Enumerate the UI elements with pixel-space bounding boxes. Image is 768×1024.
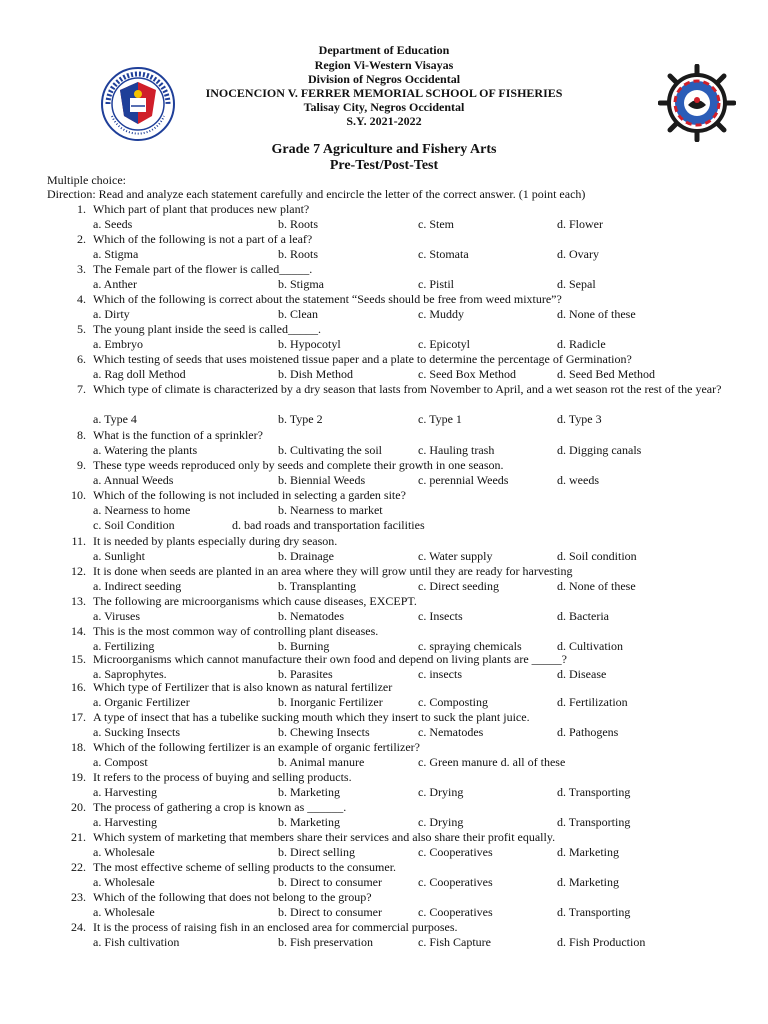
answer-option[interactable]: c. Epicotyl bbox=[418, 337, 470, 351]
answer-option[interactable]: a. Wholesale bbox=[93, 875, 155, 889]
answer-option[interactable]: d. Disease bbox=[557, 667, 607, 681]
header-line-division: Division of Negros Occidental bbox=[307, 72, 461, 86]
question-number: 21. bbox=[71, 830, 86, 844]
question-text: Which of the following fertilizer is an example of organic fertilizer? bbox=[93, 740, 420, 754]
answer-option[interactable]: d. None of these bbox=[557, 307, 636, 321]
question-text: Which of the following is correct about the statement “Seeds should be free from weed mixture”? bbox=[93, 292, 562, 306]
question-number: 2. bbox=[77, 232, 86, 246]
answer-option[interactable]: a. Wholesale bbox=[93, 845, 155, 859]
answer-option[interactable]: a. Fertilizing bbox=[93, 639, 155, 653]
question-number: 20. bbox=[71, 800, 86, 814]
question-number: 6. bbox=[77, 352, 86, 366]
answer-option[interactable]: d. Pathogens bbox=[557, 725, 619, 739]
question-number: 24. bbox=[71, 920, 86, 934]
question-text: Which type of Fertilizer that is also known as natural fertilizer bbox=[93, 680, 393, 694]
answer-option[interactable]: c. Drying bbox=[418, 815, 464, 829]
question-number: 3. bbox=[77, 262, 86, 276]
answer-option[interactable]: d. Fertilization bbox=[557, 695, 628, 709]
question-number: 4. bbox=[77, 292, 86, 306]
question-number: 9. bbox=[77, 458, 86, 472]
question-text: This is the most common way of controlling plant diseases. bbox=[93, 624, 379, 638]
answer-option[interactable]: b. Biennial Weeds bbox=[278, 473, 366, 487]
question-text: The most effective scheme of selling products to the consumer. bbox=[93, 860, 397, 874]
question-text: Which of the following is not a part of a leaf? bbox=[93, 232, 313, 246]
answer-option[interactable]: b. Nematodes bbox=[278, 609, 344, 623]
test-title: Grade 7 Agriculture and Fishery Arts bbox=[271, 142, 497, 157]
answer-option[interactable]: a. Wholesale bbox=[93, 905, 155, 919]
answer-option[interactable]: d. Transporting bbox=[557, 785, 631, 799]
answer-option[interactable]: c. Cooperatives bbox=[418, 845, 493, 859]
answer-option[interactable]: b. Clean bbox=[278, 307, 318, 321]
question-number: 13. bbox=[71, 594, 86, 608]
question-number: 16. bbox=[71, 680, 86, 694]
answer-option[interactable]: d. Transporting bbox=[557, 815, 631, 829]
answer-option[interactable]: b. Animal manure bbox=[278, 755, 365, 769]
answer-option[interactable]: a. Nearness to home bbox=[93, 503, 191, 517]
answer-option[interactable]: a. Viruses bbox=[93, 609, 141, 623]
answer-option[interactable]: b. Roots bbox=[278, 247, 319, 261]
answer-option[interactable]: c. Composting bbox=[418, 695, 489, 709]
test-subtitle: Pre-Test/Post-Test bbox=[329, 158, 439, 173]
answer-option[interactable]: c. Type 1 bbox=[418, 412, 462, 426]
answer-option[interactable]: b. Chewing Insects bbox=[278, 725, 370, 739]
question-text: The process of gathering a crop is known as ______. bbox=[93, 800, 347, 814]
question-number: 14. bbox=[71, 624, 86, 638]
answer-option[interactable]: a. Annual Weeds bbox=[93, 473, 174, 487]
answer-option[interactable]: b. Burning bbox=[278, 639, 330, 653]
question-text: It refers to the process of buying and selling products. bbox=[93, 770, 352, 784]
answer-option[interactable]: c. Direct seeding bbox=[418, 579, 499, 593]
answer-option[interactable]: b. Roots bbox=[278, 217, 319, 231]
question-number: 23. bbox=[71, 890, 86, 904]
answer-option[interactable]: b. Inorganic Fertilizer bbox=[278, 695, 383, 709]
answer-option[interactable]: d. Fish Production bbox=[557, 935, 646, 949]
question-number: 8. bbox=[77, 428, 86, 442]
answer-option[interactable]: b. Direct to consumer bbox=[278, 875, 382, 889]
question-number: 5. bbox=[77, 322, 86, 336]
answer-option[interactable]: c. Pistil bbox=[418, 277, 455, 291]
question-text: Which of the following that does not belong to the group? bbox=[93, 890, 372, 904]
question-number: 15. bbox=[71, 652, 86, 666]
answer-option[interactable]: a. Stigma bbox=[93, 247, 139, 261]
answer-option[interactable]: a. Type 4 bbox=[93, 412, 137, 426]
answer-option[interactable]: c. perennial Weeds bbox=[418, 473, 509, 487]
answer-option[interactable]: b. Type 2 bbox=[278, 412, 323, 426]
answer-option[interactable]: a. Indirect seeding bbox=[93, 579, 182, 593]
question-text: Which of the following is not included in selecting a garden site? bbox=[93, 488, 406, 502]
answer-option[interactable]: d. Radicle bbox=[557, 337, 606, 351]
question-number: 22. bbox=[71, 860, 86, 874]
answer-option[interactable]: a. Compost bbox=[93, 755, 148, 769]
answer-option[interactable]: c. Soil Condition bbox=[93, 518, 175, 532]
answer-option[interactable]: d. Bacteria bbox=[557, 609, 609, 623]
question-text: A type of insect that has a tubelike sucking mouth which they insert to suck the plant juice. bbox=[93, 710, 530, 724]
question-number: 7. bbox=[77, 382, 86, 396]
answer-option[interactable]: a. Embryo bbox=[93, 337, 143, 351]
answer-option[interactable]: d. Ovary bbox=[557, 247, 599, 261]
answer-option[interactable]: d. Marketing bbox=[557, 845, 619, 859]
question-number: 12. bbox=[71, 564, 86, 578]
answer-option[interactable]: d. Cultivation bbox=[557, 639, 623, 653]
answer-option[interactable]: c. spraying chemicals bbox=[418, 639, 522, 653]
answer-option[interactable]: c. Drying bbox=[418, 785, 464, 799]
answer-option[interactable]: d. Transporting bbox=[557, 905, 631, 919]
answer-option[interactable]: a. Harvesting bbox=[93, 785, 157, 799]
question-text: Which part of plant that produces new plant? bbox=[93, 202, 310, 216]
question-number: 19. bbox=[71, 770, 86, 784]
answer-option[interactable]: b. Direct selling bbox=[278, 845, 355, 859]
answer-option[interactable]: b. Nearness to market bbox=[278, 503, 383, 517]
answer-option[interactable]: a. Sucking Insects bbox=[93, 725, 180, 739]
answer-option[interactable]: c. Cooperatives bbox=[418, 905, 493, 919]
answer-option[interactable]: c. Muddy bbox=[418, 307, 464, 321]
answer-option[interactable]: c. Seed Box Method bbox=[418, 367, 516, 381]
answer-option[interactable]: d. Type 3 bbox=[557, 412, 602, 426]
question-text: Microorganisms which cannot manufacture their own food and depend on living plants are _____? bbox=[93, 652, 567, 666]
answer-option[interactable]: c. Insects bbox=[418, 609, 463, 623]
answer-option[interactable]: c. insects bbox=[418, 667, 462, 681]
answer-option[interactable]: b. Stigma bbox=[278, 277, 325, 291]
header-line-region: Region Vi-Western Visayas bbox=[314, 58, 454, 72]
answer-option[interactable]: b. Parasites bbox=[278, 667, 333, 681]
answer-option[interactable]: d. Flower bbox=[557, 217, 603, 231]
answer-option[interactable]: d. Marketing bbox=[557, 875, 619, 889]
answer-option[interactable]: a. Organic Fertilizer bbox=[93, 695, 190, 709]
answer-option[interactable]: d. bad roads and transportation facilities bbox=[232, 518, 425, 532]
answer-option[interactable]: b. Direct to consumer bbox=[278, 905, 382, 919]
answer-option[interactable]: a. Anther bbox=[93, 277, 137, 291]
answer-option[interactable]: c. Cooperatives bbox=[418, 875, 493, 889]
answer-option[interactable]: b. Marketing bbox=[278, 815, 340, 829]
answer-option[interactable]: c. Fish Capture bbox=[418, 935, 491, 949]
question-number: 18. bbox=[71, 740, 86, 754]
answer-option[interactable]: c. Nematodes bbox=[418, 725, 484, 739]
answer-option[interactable]: b. Cultivating the soil bbox=[278, 443, 382, 457]
answer-option[interactable]: d. Soil condition bbox=[557, 549, 637, 563]
answer-option[interactable]: b. Drainage bbox=[278, 549, 334, 563]
question-text: It is done when seeds are planted in an area where they will grow until they are ready for harvesting bbox=[93, 564, 573, 578]
answer-option[interactable]: b. Transplanting bbox=[278, 579, 357, 593]
header-line-school: INOCENCION V. FERRER MEMORIAL SCHOOL OF FISHERIES bbox=[205, 86, 563, 100]
question-text: Which system of marketing that members share their services and also share their profit equally. bbox=[93, 830, 556, 844]
answer-option[interactable]: a. Seeds bbox=[93, 217, 133, 231]
directions: Direction: Read and analyze each statement carefully and encircle the letter of the correct answer. (1 point each) bbox=[47, 187, 586, 201]
section-label: Multiple choice: bbox=[47, 173, 126, 187]
answer-option[interactable]: b. Dish Method bbox=[278, 367, 353, 381]
answer-option[interactable]: c. Hauling trash bbox=[418, 443, 495, 457]
question-number: 1. bbox=[77, 202, 86, 216]
header-line-school-year: S.Y. 2021-2022 bbox=[346, 114, 422, 128]
question-text: The Female part of the flower is called_____. bbox=[93, 262, 313, 276]
question-number: 10. bbox=[71, 488, 86, 502]
answer-option[interactable]: d. Seed Bed Method bbox=[557, 367, 655, 381]
question-text: The following are microorganisms which cause diseases, EXCEPT. bbox=[93, 594, 417, 608]
answer-option[interactable]: a. Watering the plants bbox=[93, 443, 198, 457]
answer-option[interactable]: c. Stem bbox=[418, 217, 454, 231]
question-text: It is the process of raising fish in an enclosed area for commercial purposes. bbox=[93, 920, 458, 934]
question-text: It is needed by plants especially during dry season. bbox=[93, 534, 338, 548]
answer-option[interactable]: a. Dirty bbox=[93, 307, 130, 321]
answer-option[interactable]: a. Saprophytes. bbox=[93, 667, 167, 681]
answer-option[interactable]: a. Harvesting bbox=[93, 815, 157, 829]
header-line-address: Talisay City, Negros Occidental bbox=[303, 100, 465, 114]
answer-option[interactable]: a. Fish cultivation bbox=[93, 935, 180, 949]
header-line-department: Department of Education bbox=[318, 43, 450, 57]
question-text: Which type of climate is characterized by a dry season that lasts from November to April, and a wet season rot the rest of the year? bbox=[93, 382, 722, 396]
answer-option[interactable]: a. Sunlight bbox=[93, 549, 146, 563]
answer-option[interactable]: c. Stomata bbox=[418, 247, 469, 261]
question-number: 17. bbox=[71, 710, 86, 724]
answer-option[interactable]: a. Rag doll Method bbox=[93, 367, 186, 381]
answer-option[interactable]: d. Sepal bbox=[557, 277, 596, 291]
question-text: Which testing of seeds that uses moistened tissue paper and a plate to determine the percentage of Germination? bbox=[93, 352, 632, 366]
answer-option[interactable]: d. None of these bbox=[557, 579, 636, 593]
question-text: What is the function of a sprinkler? bbox=[93, 428, 263, 442]
question-number: 11. bbox=[71, 534, 86, 548]
answer-option[interactable]: c. Water supply bbox=[418, 549, 493, 563]
question-text: The young plant inside the seed is called_____. bbox=[93, 322, 321, 336]
answer-option[interactable]: b. Hypocotyl bbox=[278, 337, 341, 351]
answer-option[interactable]: c. Green manure d. all of these bbox=[418, 755, 566, 769]
question-text: These type weeds reproduced only by seeds and complete their growth in one season. bbox=[93, 458, 504, 472]
answer-option[interactable]: b. Fish preservation bbox=[278, 935, 373, 949]
answer-option[interactable]: b. Marketing bbox=[278, 785, 340, 799]
answer-option[interactable]: d. weeds bbox=[557, 473, 599, 487]
answer-option[interactable]: d. Digging canals bbox=[557, 443, 642, 457]
